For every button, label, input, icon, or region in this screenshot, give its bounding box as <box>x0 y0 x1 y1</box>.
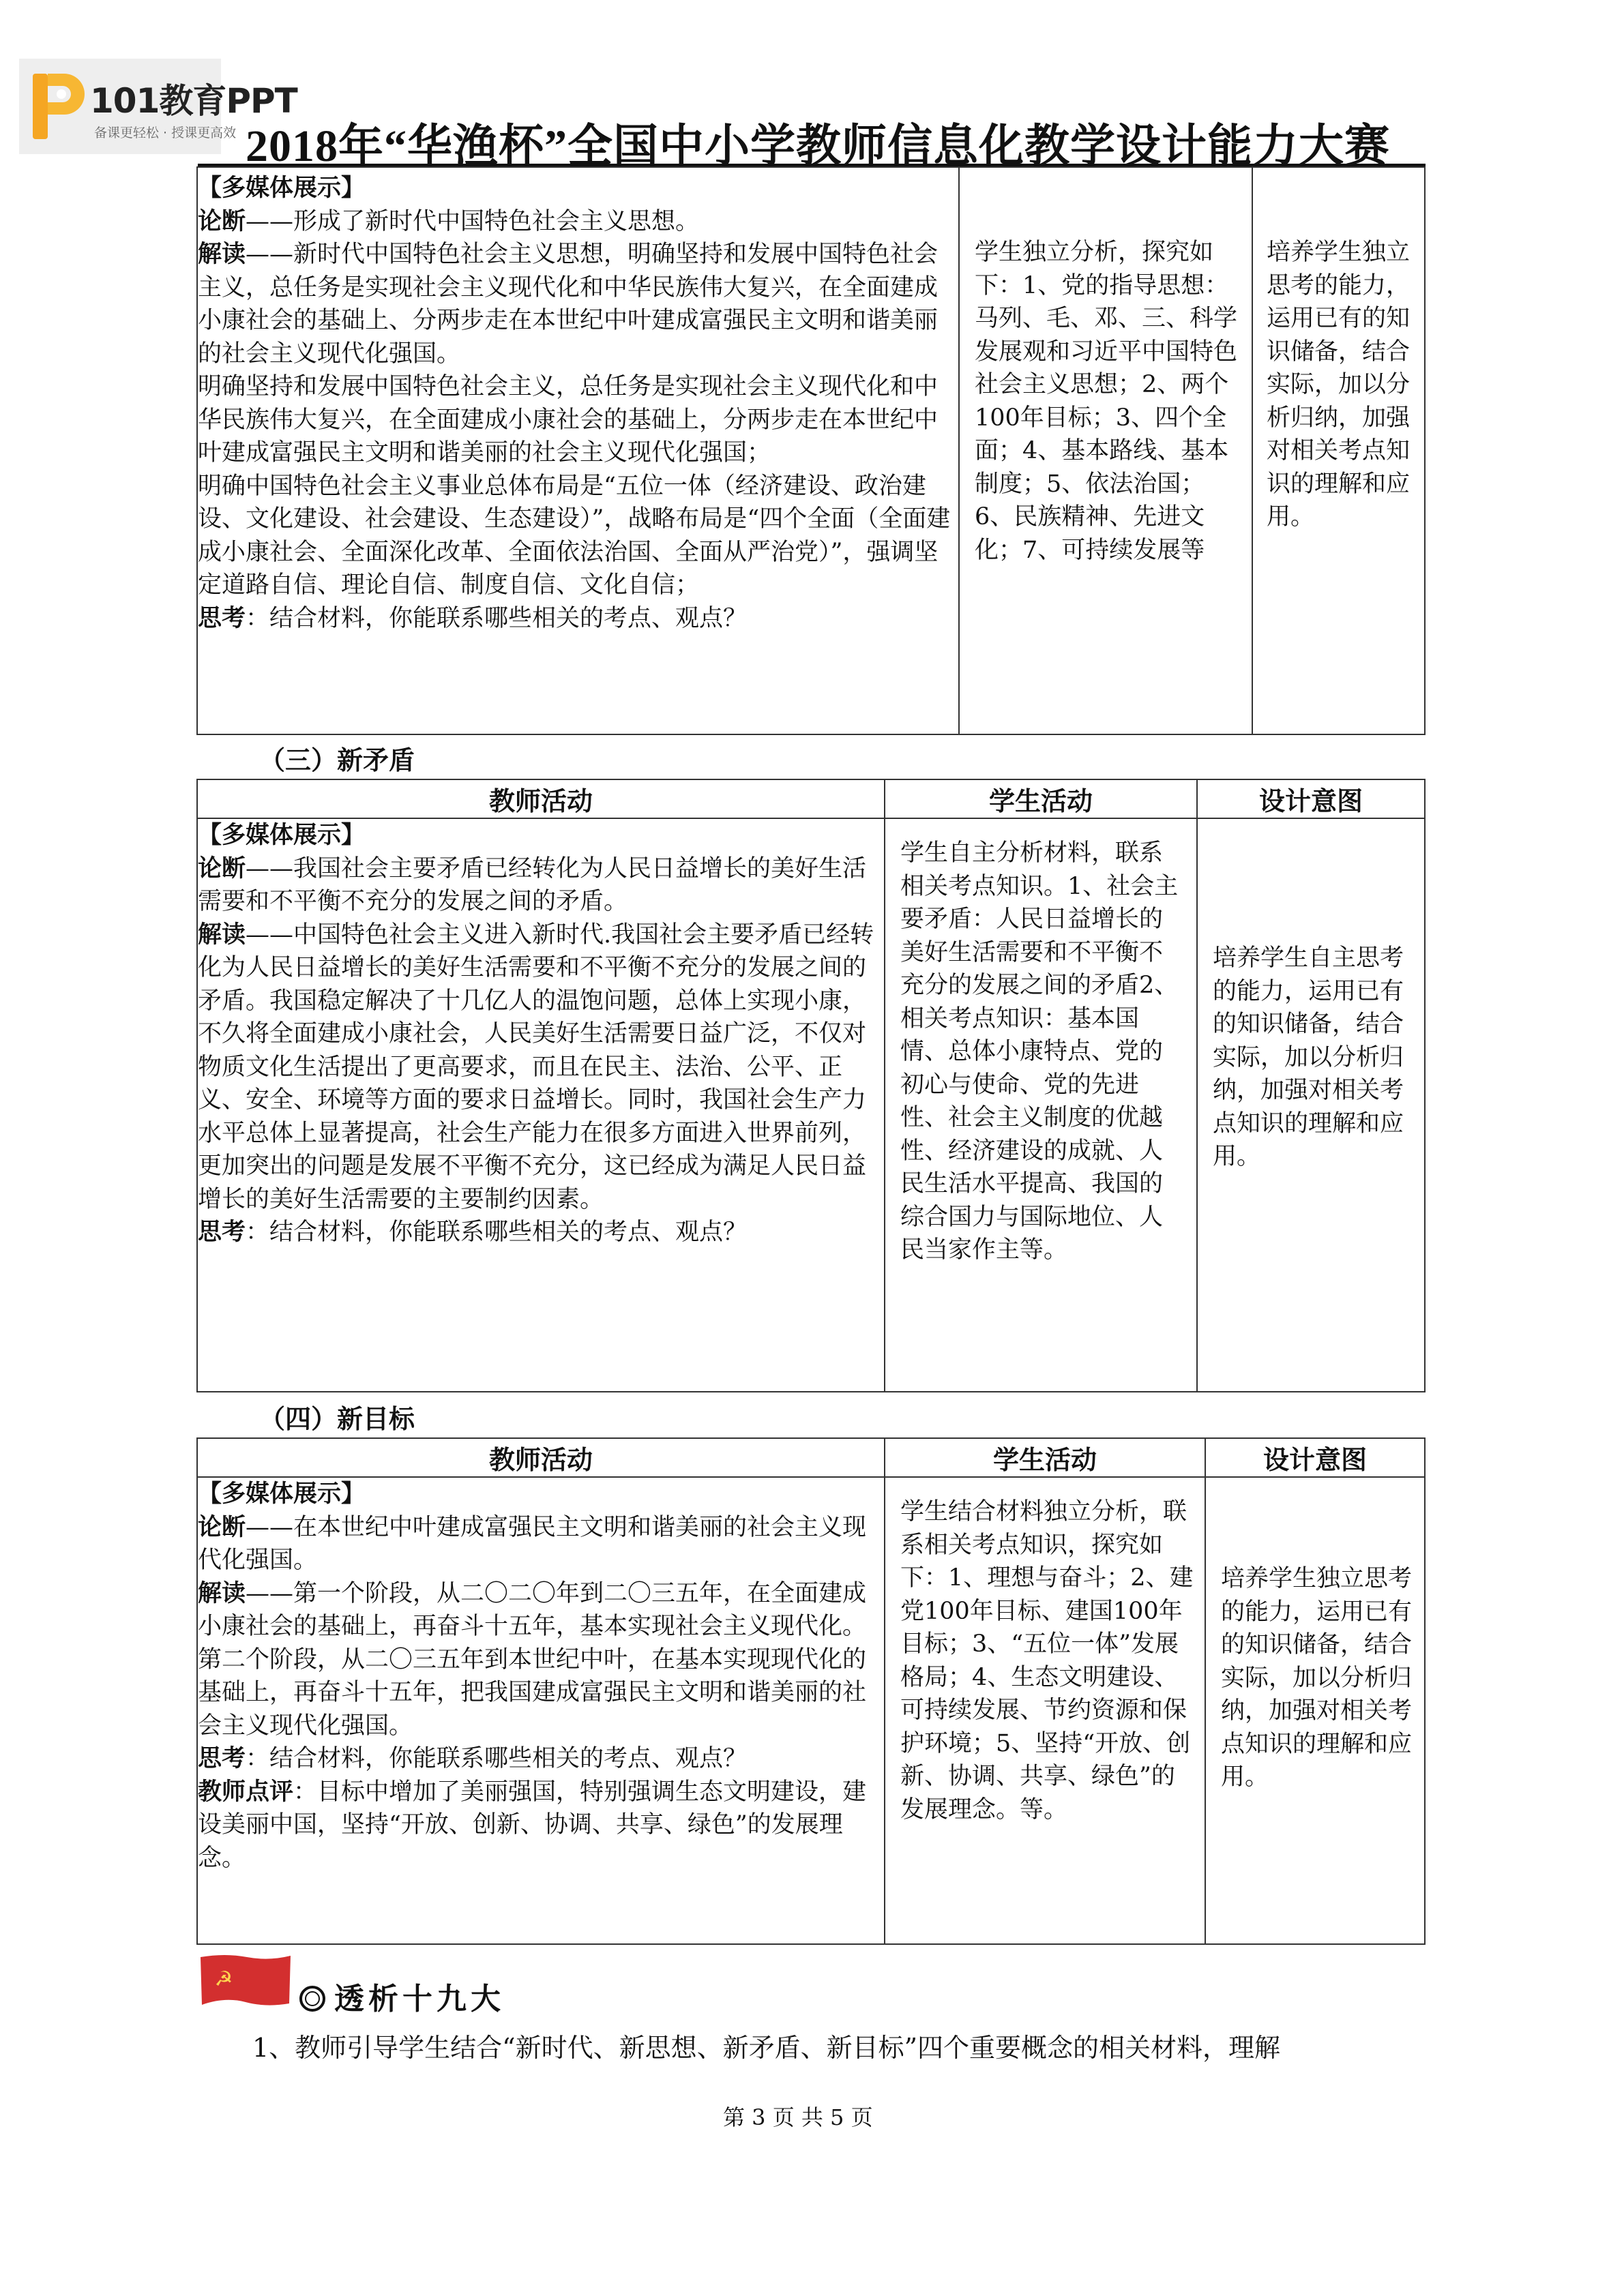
gear-bullet-icon <box>297 1984 327 2014</box>
student-activity-cell <box>885 818 1197 1392</box>
column-header-teacher: 教师活动 <box>197 1438 885 1477</box>
sikao-text: ：结合材料，你能联系哪些相关的考点、观点？ <box>246 1219 748 1246</box>
paragraph: 明确坚持和发展中国特色社会主义，总任务是实现社会主义现代化和中华民族伟大复兴，在全面建成小康社会的基础上，分两步走在本世纪中叶建成富强民主文明和谐美丽的社会主义现代化强国； <box>198 373 939 466</box>
lunduan-text: ——在本世纪中叶建成富强民主文明和谐美丽的社会主义现代化强国。 <box>198 1513 867 1574</box>
jiedu-text: ——中国特色社会主义进入新时代.我国社会主要矛盾已经转化为人民日益增长的美好生活需要和不平衡不充分的发展之间的矛盾。我国稳定解决了十几亿人的温饱问题，总体上实现小康，不久将全面建成小康社会，人民美好生活需要日益广泛，不仅对物质文化生活提出了更高要求，而且在民主、法治、公平、正义、安全、环境等方面的要求日益增长。同时，我国社会生产力水平总体上显著提高，社会生产能力在很多方面进入世界前列，更加突出的问题是发展不平衡不充分，这已经成为满足人民日益增长的美好生活需要的主要制约因素。 <box>198 921 874 1213</box>
table-new-contradiction <box>196 779 1426 1392</box>
logo-tagline: 备课更轻松 · 授课更高效 <box>94 125 237 140</box>
design-intent-cell <box>1205 1477 1425 1944</box>
page-number: 第 3 页 共 5 页 <box>723 2104 873 2130</box>
student-activity-text: 学生自主分析材料，联系相关考点知识。1、社会主要矛盾：人民日益增长的美好生活需要和不平衡不充分的发展之间的矛盾2、相关考点知识：基本国情、总体小康特点、党的初心与使命、党的先进性、社会主义制度的优越性、经济建设的成就、人民生活水平提高、我国的综合国力与国际地位、人民当家作主等。 <box>900 839 1179 1264</box>
sikao-paragraph <box>198 1216 884 1249</box>
design-intent-text: 培养学生独立思考的能力，运用已有的知识储备，结合实际，加以分析归纳，加强对相关考点知识的理解和应用。 <box>1267 239 1411 531</box>
sikao-paragraph <box>198 1742 884 1776</box>
column-header-student: 学生活动 <box>885 779 1197 818</box>
logo-p-icon <box>29 71 87 142</box>
teacher-activity-cell <box>197 167 959 734</box>
body-paragraph: 1、教师引导学生结合“新时代、新思想、新矛盾、新目标”四个重要概念的相关材料，理解 <box>252 2033 1281 2063</box>
party-flag-icon <box>198 1953 293 2008</box>
media-label: 【多媒体展示】 <box>198 822 366 849</box>
sikao-text: ：结合材料，你能联系哪些相关的考点、观点？ <box>246 604 748 632</box>
design-intent-text: 培养学生自主思考的能力，运用已有的知识储备，结合实际，加以分析归纳，加强对相关考点知识的理解和应用。 <box>1213 944 1404 1170</box>
sikao-label: 思考 <box>198 604 246 632</box>
lunduan-label: 论断 <box>198 207 246 235</box>
table-header-row <box>197 1438 1425 1477</box>
jiedu-text: ——第一个阶段，从二〇二〇年到二〇三五年，在全面建成小康社会的基础上，再奋斗十五年，基本实现社会主义现代化。 <box>198 1579 867 1640</box>
student-activity-cell <box>885 1477 1205 1944</box>
design-intent-text: 培养学生独立思考的能力，运用已有的知识储备，结合实际，加以分析归纳，加强对相关考点知识的理解和应用。 <box>1221 1565 1413 1791</box>
table-header-row <box>197 779 1425 818</box>
teacher-activity-cell <box>197 818 885 1392</box>
logo <box>19 59 297 154</box>
sikao-label: 思考 <box>198 1745 246 1772</box>
design-intent-cell <box>1197 818 1425 1392</box>
table-row <box>197 1477 1425 1944</box>
media-label: 【多媒体展示】 <box>198 1480 366 1508</box>
sikao-label: 思考 <box>198 1219 246 1246</box>
column-header-student: 学生活动 <box>885 1438 1205 1477</box>
student-activity-text: 学生独立分析，探究如下：1、党的指导思想：马列、毛、邓、三、科学发展观和习近平中国特色社会主义思想；2、两个100年目标；3、四个全面；4、基本路线、基本制度；5、依法治国；6、民族精神、先进文化；7、可持续发展等 <box>975 239 1238 564</box>
teacher-comment-paragraph <box>198 1776 884 1875</box>
jiedu-text: ——新时代中国特色社会主义思想，明确坚持和发展中国特色社会主义，总任务是实现社会主义现代化和中华民族伟大复兴，在全面建成小康社会的基础上、分两步走在本世纪中叶建成富强民主文明和谐美丽的社会主义现代化强国。 <box>198 241 939 368</box>
jiedu-paragraph <box>198 238 958 370</box>
jiedu-label: 解读 <box>198 1579 246 1607</box>
page-header-title: 2018年“华渔杯”全国中小学教师信息化教学设计能力大赛 <box>246 121 1390 171</box>
lunduan-text: ——我国社会主要矛盾已经转化为人民日益增长的美好生活需要和不平衡不充分的发展之间的矛盾。 <box>198 854 867 915</box>
paragraph: 明确中国特色社会主义事业总体布局是“五位一体（经济建设、政治建设、文化建设、社会建设、生态建设）”，战略布局是“四个全面（全面建成小康社会、全面深化改革、全面依法治国、全面从严治党）”，强调坚定道路自信、理论自信、制度自信、文化自信； <box>198 472 951 599</box>
lunduan-text: ——形成了新时代中国特色社会主义思想。 <box>246 207 700 235</box>
section-heading-analysis: 透析十九大 <box>334 1982 505 2016</box>
media-label: 【多媒体展示】 <box>198 175 366 202</box>
lunduan-paragraph <box>198 852 884 919</box>
teacher-activity-cell <box>197 1477 885 1944</box>
lunduan-label: 论断 <box>198 1513 246 1541</box>
lunduan-label: 论断 <box>198 854 246 882</box>
column-header-intent: 设计意图 <box>1197 779 1425 818</box>
teacher-comment-label: 教师点评 <box>198 1778 294 1806</box>
table-row <box>197 167 1425 734</box>
student-activity-cell <box>959 167 1252 734</box>
student-activity-text: 学生结合材料独立分析，联系相关考点知识，探究如下：1、理想与奋斗；2、建党100年目标、建国100年目标；3、“五位一体”发展格局；4、生态文明建设、可持续发展、节约资源和保护环境；5、坚持“开放、创新、协调、共享、绿色”的发展理念。等。 <box>900 1498 1194 1823</box>
paragraph: 第二个阶段，从二〇三五年到本世纪中叶，在基本实现现代化的基础上，再奋斗十五年，把我国建成富强民主文明和谐美丽的社会主义现代化强国。 <box>198 1645 867 1740</box>
svg-text:☭: ☭ <box>214 1967 233 1991</box>
jiedu-paragraph <box>198 919 884 1217</box>
sikao-text: ：结合材料，你能联系哪些相关的考点、观点？ <box>246 1745 748 1772</box>
jiedu-label: 解读 <box>198 921 246 949</box>
table-new-thought <box>196 166 1426 735</box>
design-intent-cell <box>1252 167 1425 734</box>
lunduan-paragraph <box>198 205 958 239</box>
table-new-goal <box>196 1437 1426 1945</box>
sikao-paragraph <box>198 602 958 636</box>
logo-text: 101教育PPT <box>90 81 297 121</box>
lunduan-paragraph <box>198 1511 884 1577</box>
section-heading-new-goal: （四）新目标 <box>259 1404 415 1434</box>
column-header-intent: 设计意图 <box>1205 1438 1425 1477</box>
column-header-teacher: 教师活动 <box>197 779 885 818</box>
teacher-comment-text: ：目标中增加了美丽强国，特别强调生态文明建设，建设美丽中国，坚持“开放、创新、协调、共享、绿色”的发展理念。 <box>198 1778 867 1872</box>
jiedu-label: 解读 <box>198 241 246 268</box>
table-row <box>197 818 1425 1392</box>
section-heading-new-contradiction: （三）新矛盾 <box>259 745 415 775</box>
jiedu-paragraph <box>198 1577 884 1643</box>
